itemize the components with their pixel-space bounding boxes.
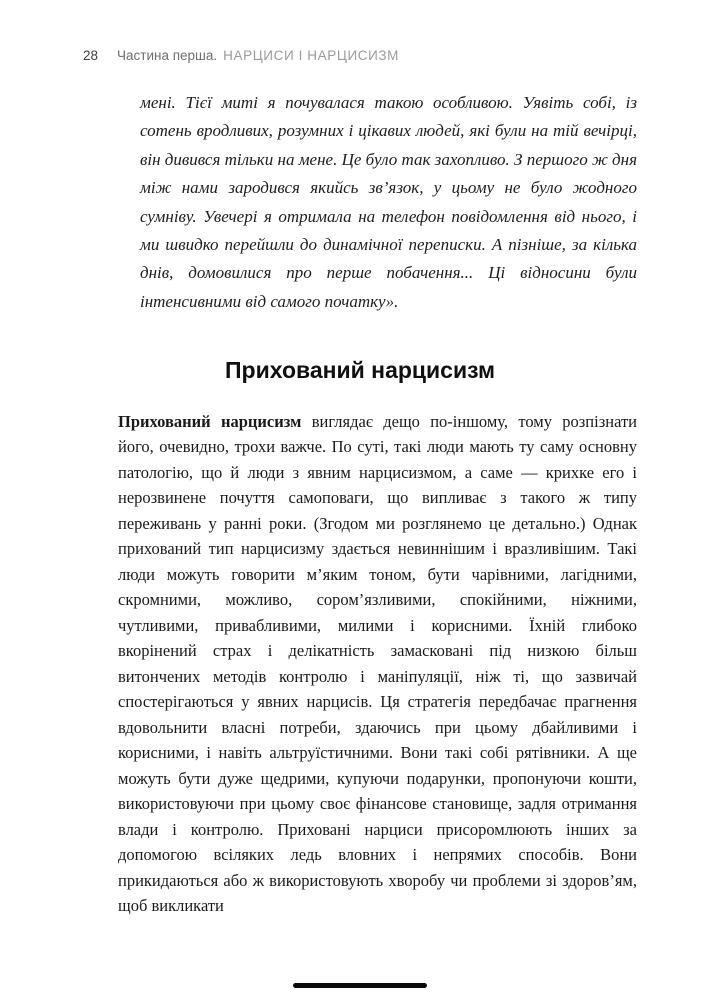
section-heading: Прихований нарцисизм bbox=[225, 357, 495, 384]
body-paragraph bbox=[118, 409, 637, 919]
running-head-section-title: НАРЦИСИ І НАРЦИСИЗМ bbox=[223, 48, 400, 63]
part-label: Частина перша. bbox=[117, 48, 218, 63]
page-number: 28 bbox=[83, 48, 99, 63]
paragraph-lead-bold: Прихований нарцисизм bbox=[118, 411, 302, 431]
home-indicator-bar bbox=[293, 983, 427, 988]
paragraph-body-text: виглядає дещо по-іншому, тому розпізнати його, очевидно, трохи важче. По суті, такі люди мають ту саму основну патологію, що й люди з явним нарцисизмом, а саме — крихке его і нерозвинене почуття самоповаги, що випливає з такого ж типу переживань у ранні роки. (Згодом ми розглянемо це детально.) Однак прихований тип нарцисизму здається невиннішим і вразливішим. Такі люди можуть говорити м’яким тоном, бути чарівними, лагідними, скромними, можливо, сором’язливими, спокійними, ніжними, чутливими, привабливими, милими і корисними. Їхній глибоко вкорінений страх і делікатність замасковані під низкою більш витончених методів контролю і маніпуляції, ніж ті, що зазвичай спостерігаються у явних нарцисів. Ця стратегія передбачає прагнення вдовольнити власні потреби, здаючись при цьому дбайливими і корисними, і навіть альтруїстичними. Вони такі собі рятівники. А ще можуть бути дуже щедрими, купуючи подарунки, пропонуючи кошти, використовуючи при цьому своє фінансове становище, задля отримання влади і контролю. Приховані нарциси присоромлюють інших за допомогою всіляких ледь вловних і непрямих способів. Вони прикидаються або ж використовують хворобу чи проблеми зі здоров’ям, щоб викликати bbox=[118, 411, 638, 915]
running-head bbox=[83, 48, 637, 64]
quote-paragraph: мені. Тієї миті я почувалася такою особливою. Уявіть собі, із сотень вродливих, розумних і цікавих людей, які були на тій вечірці, він дивився тільки на мене. Це було так захопливо. З першого ж дня між нами зародився якийсь зв’язок, у цьому не було жодного сумніву. Увечері я отримала на телефон повідомлення від нього, і ми швидко перейшли до динамічної переписки. А пізніше, за кілька днів, домовилися про перше побачення... Ці відносини були інтенсивними від самого початку». bbox=[140, 93, 637, 311]
